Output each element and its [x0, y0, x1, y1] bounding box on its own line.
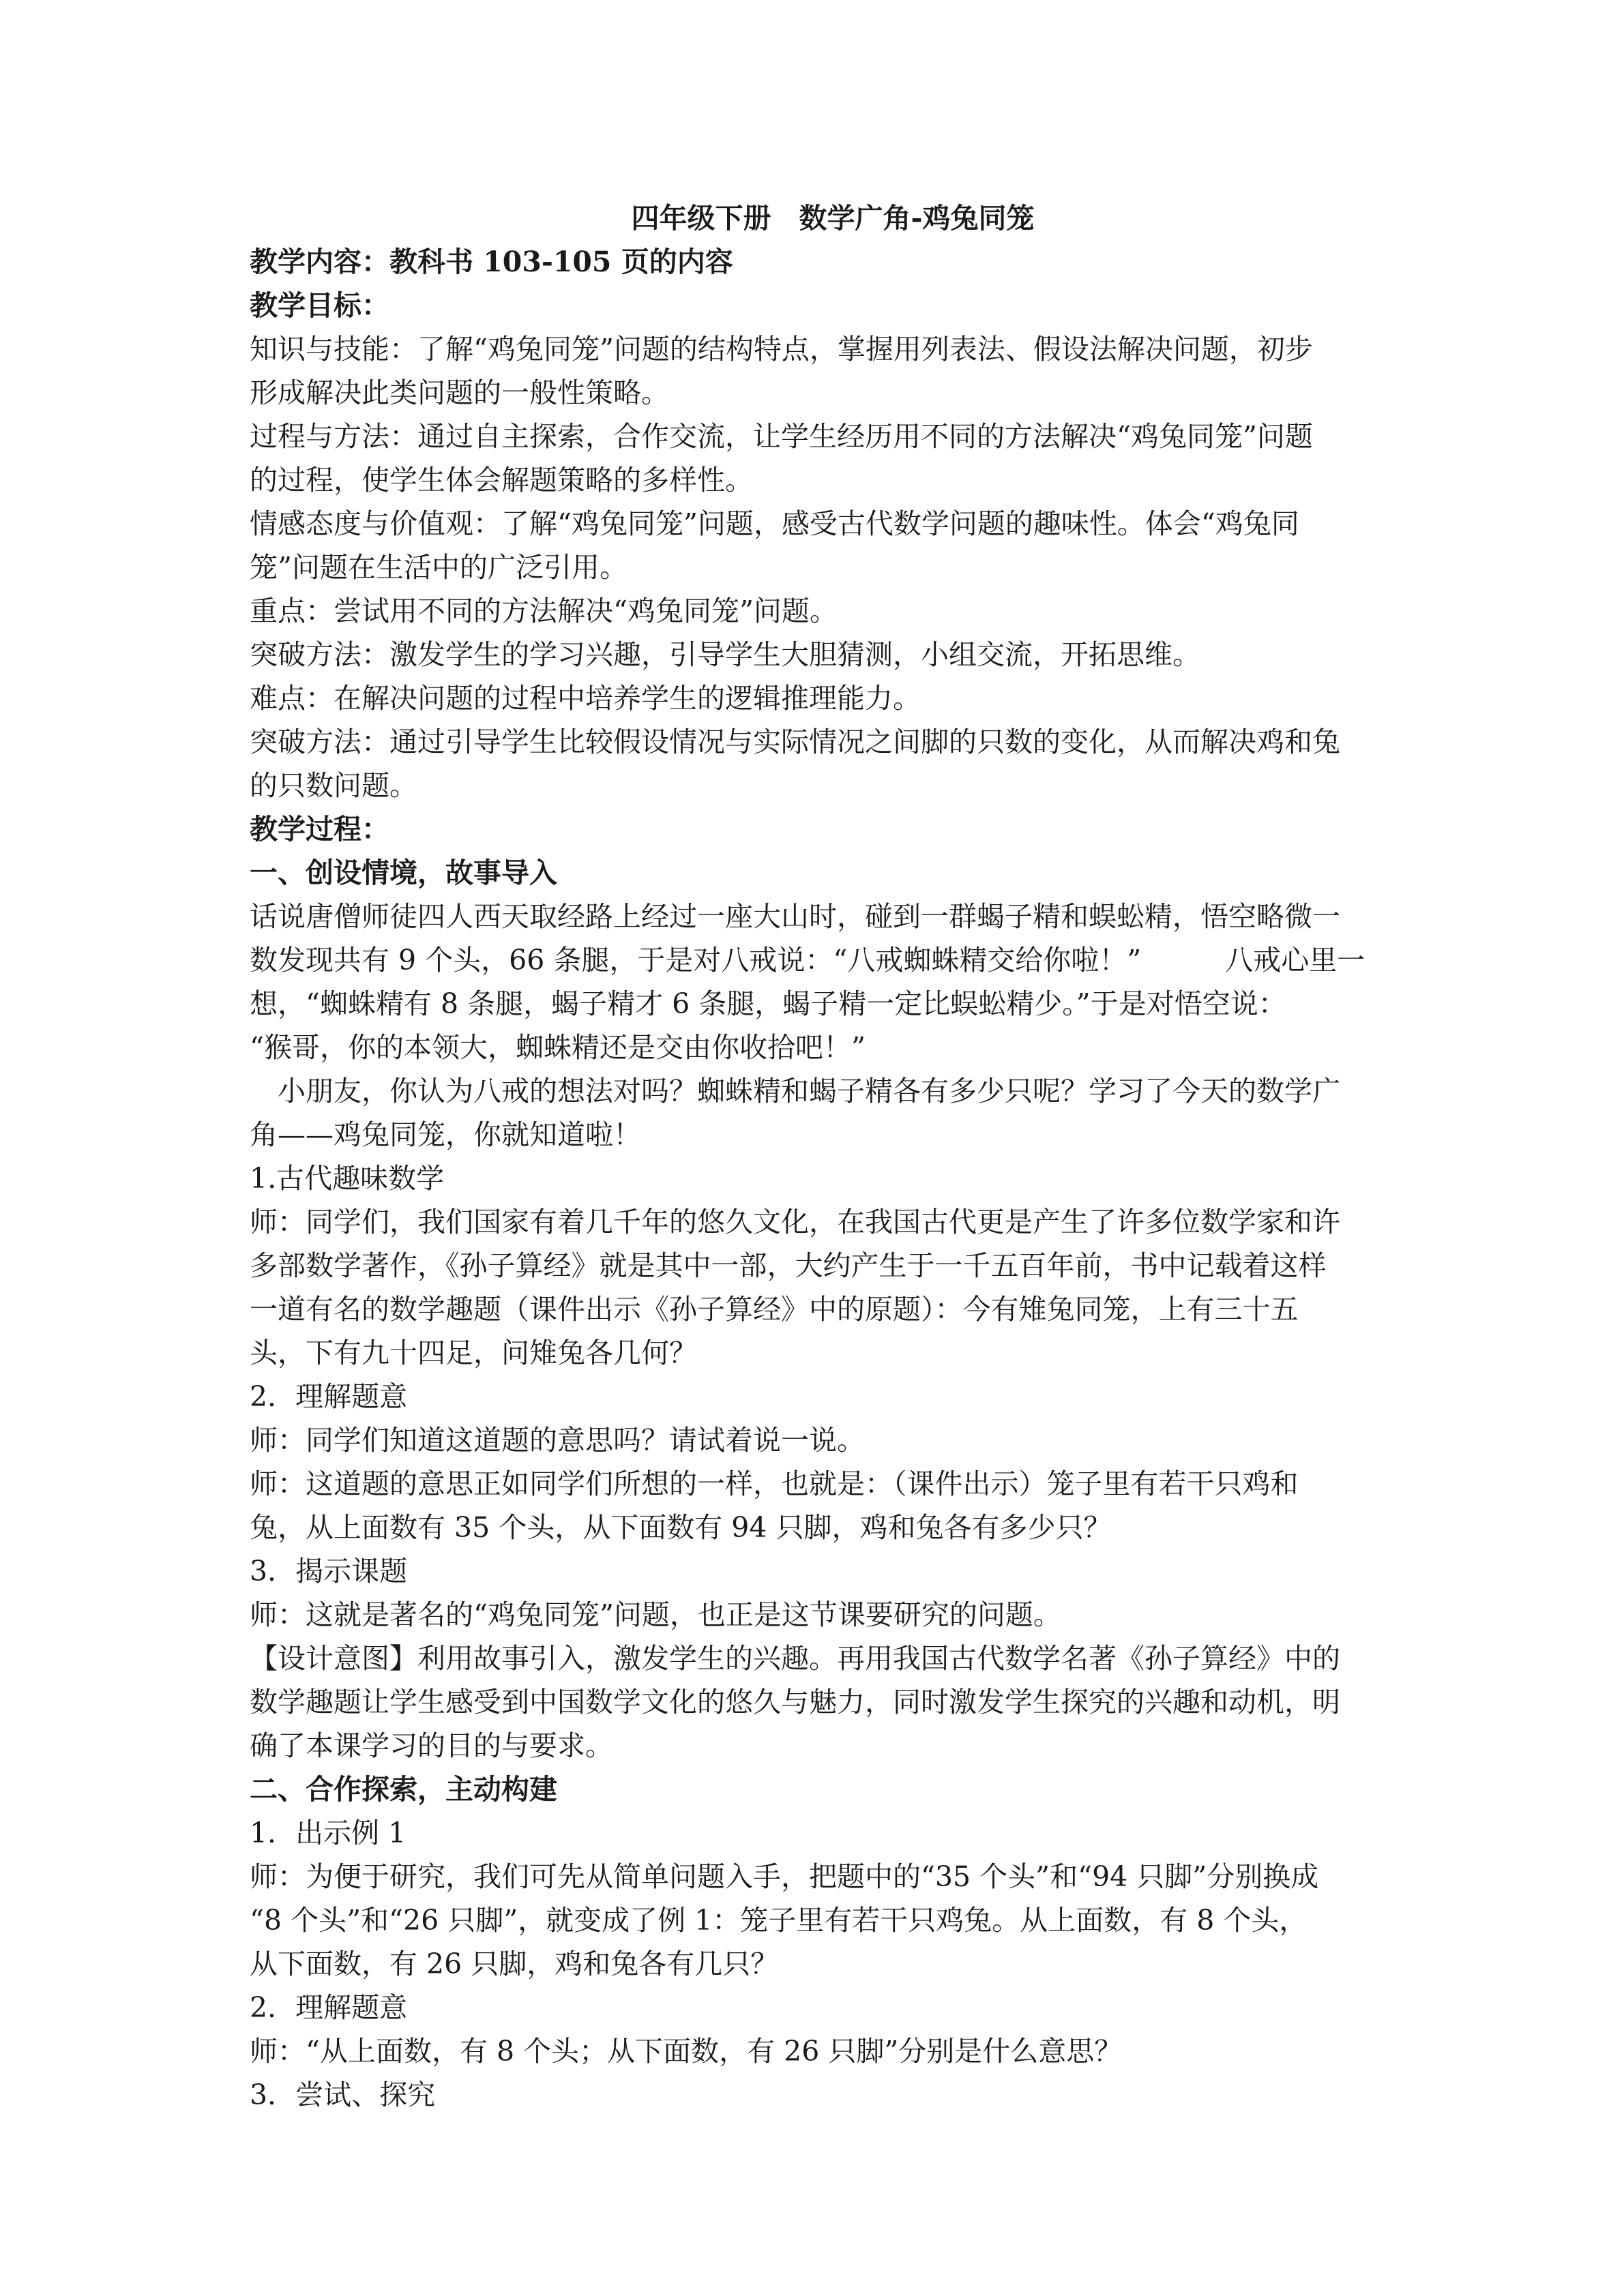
text-line: “8 个头”和“26 只脚”，就变成了例 1：笼子里有若干只鸡兔。从上面数，有 8 个头， [250, 1904, 1308, 1937]
document-body [250, 240, 1375, 2117]
text-line: 的过程，使学生体会解题策略的多样性。 [250, 464, 753, 496]
section-heading: 二、合作探索，主动构建 [250, 1773, 557, 1806]
section-heading: 教学目标： [250, 289, 389, 322]
text-line: 师：这道题的意思正如同学们所想的一样，也就是：（课件出示）笼子里有若干只鸡和 [250, 1467, 1299, 1500]
text-line: 话说唐僧师徒四人西天取经路上经过一座大山时，碰到一群蝎子精和蜈蚣精，悟空略微一 [250, 900, 1340, 933]
text-line: 师：这就是著名的“鸡兔同笼”问题，也正是这节课要研究的问题。 [250, 1598, 1061, 1631]
text-line: 难点：在解决问题的过程中培养学生的逻辑推理能力。 [250, 682, 921, 715]
text-line: 小朋友，你认为八戒的想法对吗？蜘蛛精和蝎子精各有多少只呢？学习了今天的数学广 [250, 1075, 1340, 1107]
text-line: 从下面数，有 26 只脚，鸡和兔各有几只？ [250, 1948, 779, 1980]
text-line: 1．出示例 1 [250, 1817, 407, 1849]
text-line: 1.古代趣味数学 [250, 1162, 445, 1195]
text-line: 【设计意图】利用故事引入，激发学生的兴趣。再用我国古代数学名著《孙子算经》中的 [250, 1642, 1340, 1675]
document-page [250, 196, 1375, 2117]
text-line: 突破方法：激发学生的学习兴趣，引导学生大胆猜测，小组交流，开拓思维。 [250, 638, 1200, 671]
text-line: 头，下有九十四足，问雉兔各几何？ [250, 1337, 697, 1369]
text-line: 确了本课学习的目的与要求。 [250, 1729, 613, 1762]
text-line: 的只数问题。 [250, 769, 417, 802]
text-line: 师：同学们知道这道题的意思吗？请试着说一说。 [250, 1424, 865, 1457]
section-heading: 教学过程： [250, 813, 389, 846]
document-title: 四年级下册 数学广角-鸡兔同笼 [631, 202, 1035, 235]
text-line: 多部数学著作，《孙子算经》就是其中一部，大约产生于一千五百年前，书中记载着这样 [250, 1249, 1327, 1282]
text-line: 师：为便于研究，我们可先从简单问题入手，把题中的“35 个头”和“94 只脚”分别换成 [250, 1860, 1319, 1893]
text-line: 数发现共有 9 个头，66 条腿，于是对八戒说：“八戒蜘蛛精交给你啦！” 八戒心里一 [250, 944, 1365, 976]
text-line: 突破方法：通过引导学生比较假设情况与实际情况之间脚的只数的变化，从而解决鸡和兔 [250, 726, 1340, 758]
text-line: 形成解决此类问题的一般性策略。 [250, 376, 669, 409]
section-heading: 一、创设情境，故事导入 [250, 856, 557, 889]
text-line: 2．理解题意 [250, 1991, 408, 2024]
text-line: 数学趣题让学生感受到中国数学文化的悠久与魅力，同时激发学生探究的兴趣和动机，明 [250, 1686, 1340, 1718]
text-line: 一道有名的数学趣题（课件出示《孙子算经》中的原题）：今有雉兔同笼，上有三十五 [250, 1293, 1299, 1326]
text-line: 3．揭示课题 [250, 1555, 408, 1587]
section-heading: 教学内容：教科书 103-105 页的内容 [250, 245, 733, 278]
text-line: 重点：尝试用不同的方法解决“鸡兔同笼”问题。 [250, 595, 838, 627]
text-line: 3．尝试、探究 [250, 2078, 436, 2111]
text-line: 师：同学们，我们国家有着几千年的悠久文化，在我国古代更是产生了许多位数学家和许 [250, 1206, 1340, 1238]
text-line: 过程与方法：通过自主探索，合作交流，让学生经历用不同的方法解决“鸡兔同笼”问题 [250, 420, 1313, 453]
text-line: 笼”问题在生活中的广泛引用。 [250, 551, 628, 584]
text-line: 兔，从上面数有 35 个头，从下面数有 94 只脚，鸡和兔各有多少只？ [250, 1511, 1112, 1544]
text-line: 情感态度与价值观：了解“鸡兔同笼”问题，感受古代数学问题的趣味性。体会“鸡兔同 [250, 507, 1299, 540]
text-line: 2．理解题意 [250, 1380, 408, 1413]
text-line: 知识与技能：了解“鸡兔同笼”问题的结构特点，掌握用列表法、假设法解决问题，初步 [250, 333, 1313, 366]
text-line: 角——鸡兔同笼，你就知道啦！ [250, 1118, 641, 1151]
text-line: 想，“蜘蛛精有 8 条腿，蝎子精才 6 条腿，蝎子精一定比蜈蚣精少。”于是对悟空说： [250, 987, 1286, 1020]
text-line: 师：“从上面数，有 8 个头；从下面数，有 26 只脚”分别是什么意思？ [250, 2035, 1123, 2068]
text-line: “猴哥，你的本领大，蜘蛛精还是交由你收拾吧！” [250, 1031, 866, 1064]
